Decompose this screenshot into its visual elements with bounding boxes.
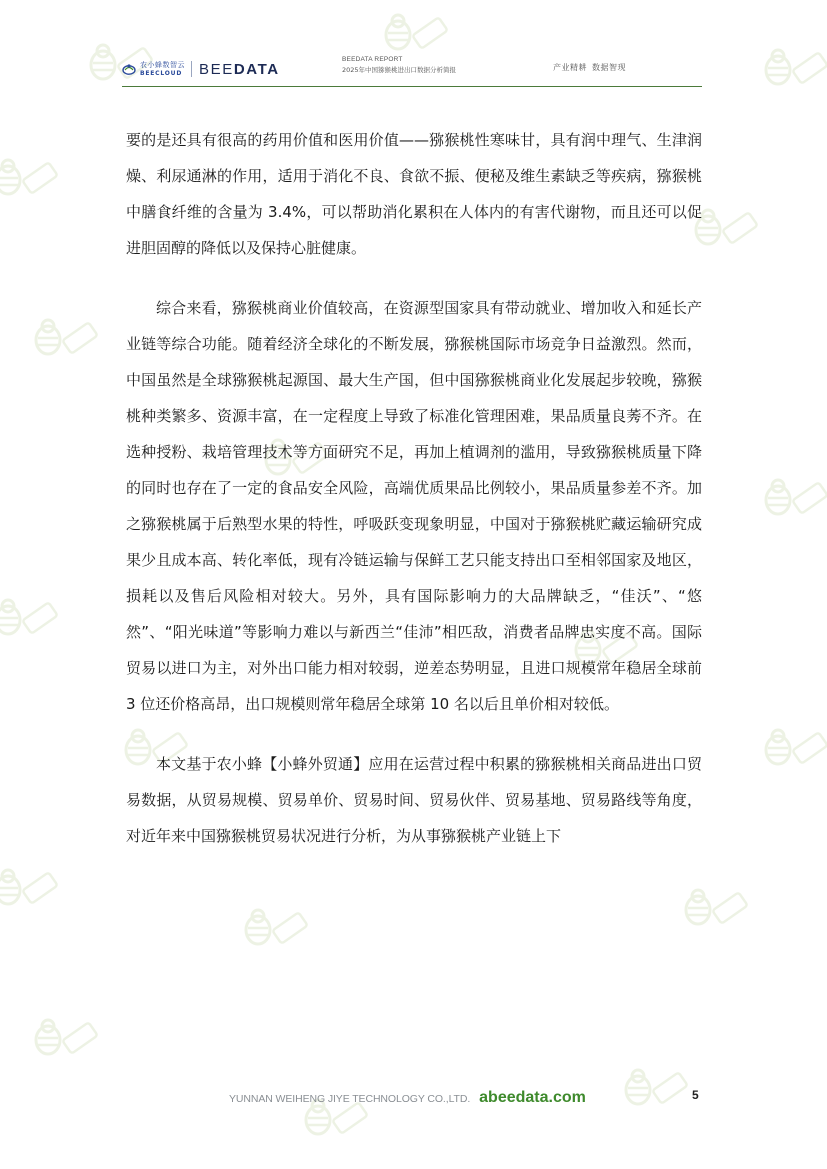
report-label: BEEDATA REPORT [342, 56, 403, 63]
bee-watermark-icon [30, 310, 102, 368]
logo-en-label: BEECLOUD [140, 69, 183, 77]
paragraph-scope: 本文基于农小蜂【小蜂外贸通】应用在运营过程中积累的猕猴桃相关商品进出口贸易数据，从贸易规模、贸易单价、贸易时间、贸易伙伴、贸易基地、贸易路线等角度，对近年来中国猕猴桃贸易状况进行分析，为从事猕猴桃产业链上下 [126, 755, 702, 845]
bee-watermark-icon [380, 5, 452, 63]
logo-divider [191, 61, 192, 77]
header-divider [122, 86, 702, 87]
bee-watermark-icon [760, 470, 827, 528]
page-footer [229, 1089, 586, 1107]
report-meta [342, 57, 456, 73]
bee-watermark-icon [0, 150, 62, 208]
report-title: 2025年中国猕猴桃进出口数据分析简报 [342, 65, 457, 74]
body-content [126, 122, 702, 854]
paragraph-continued: 要的是还具有很高的药用价值和医用价值——猕猴桃性寒味甘，具有润中理气、生津润燥、利尿通淋的作用，适用于消化不良、食欲不振、便秘及维生素缺乏等疾病，猕猴桃中膳食纤维的含量为 3.4%，可以帮助消化累积在人体内的有害代谢物，而且还可以促进胆固醇的降低以及保持心脏健康。 [126, 131, 702, 257]
brand-wordmark [199, 61, 280, 78]
bee-watermark-icon [30, 1010, 102, 1068]
header-slogan [553, 62, 626, 73]
bee-watermark-icon [0, 590, 62, 648]
brand-suffix: DATA [233, 60, 280, 78]
logo-text [140, 62, 185, 77]
bee-watermark-icon [680, 880, 752, 938]
bee-watermark-icon [0, 860, 62, 918]
paragraph-summary: 综合来看，猕猴桃商业价值较高，在资源型国家具有带动就业、增加收入和延长产业链等综合功能。随着经济全球化的不断发展，猕猴桃国际市场竞争日益激烈。然而，中国虽然是全球猕猴桃起源国、最大生产国，但中国猕猴桃商业化发展起步较晚，猕猴桃种类繁多、资源丰富，在一定程度上导致了标准化管理困难，果品质量良莠不齐。在选种授粉、栽培管理技术等方面研究不足，再加上植调剂的滥用，导致猕猴桃质量下降的同时也存在了一定的食品安全风险，高端优质果品比例较小，果品质量参差不齐。加之猕猴桃属于后熟型水果的特性，呼吸跃变现象明显，中国对于猕猴桃贮藏运输研究成果少且成本高、转化率低，现有冷链运输与保鲜工艺只能支持出口至相邻国家及地区，损耗以及售后风险相对较大。另外，具有国际影响力的大品牌缺乏，“佳沃”、“悠然”、“阳光味道”等影响力难以与新西兰“佳沛”相匹敌，消费者品牌忠实度不高。国际贸易以进口为主，对外出口能力相对较弱，逆差态势明显，且进口规模常年稳居全球前 3 位还价格高昂，出口规模则常年稳居全球第 10 名以后且单价相对较低。 [126, 299, 702, 713]
bee-watermark-icon [760, 720, 827, 778]
header-logo [122, 57, 280, 81]
beecloud-logo-icon [122, 62, 136, 76]
brand-prefix: BEE [199, 60, 234, 78]
page-number: 5 [692, 1088, 699, 1102]
bee-watermark-icon [760, 40, 827, 98]
bee-watermark-icon [620, 1060, 692, 1118]
footer-company: YUNNAN WEIHENG JIYE TECHNOLOGY CO.,LTD. [229, 1093, 471, 1105]
logo-cn-label: 农小蜂数智云 [140, 60, 185, 69]
slogan-part-1: 产业精耕 [553, 63, 587, 72]
bee-watermark-icon [240, 900, 312, 958]
slogan-part-2: 数据智现 [592, 63, 626, 72]
footer-website: abeedata.com [479, 1089, 586, 1106]
